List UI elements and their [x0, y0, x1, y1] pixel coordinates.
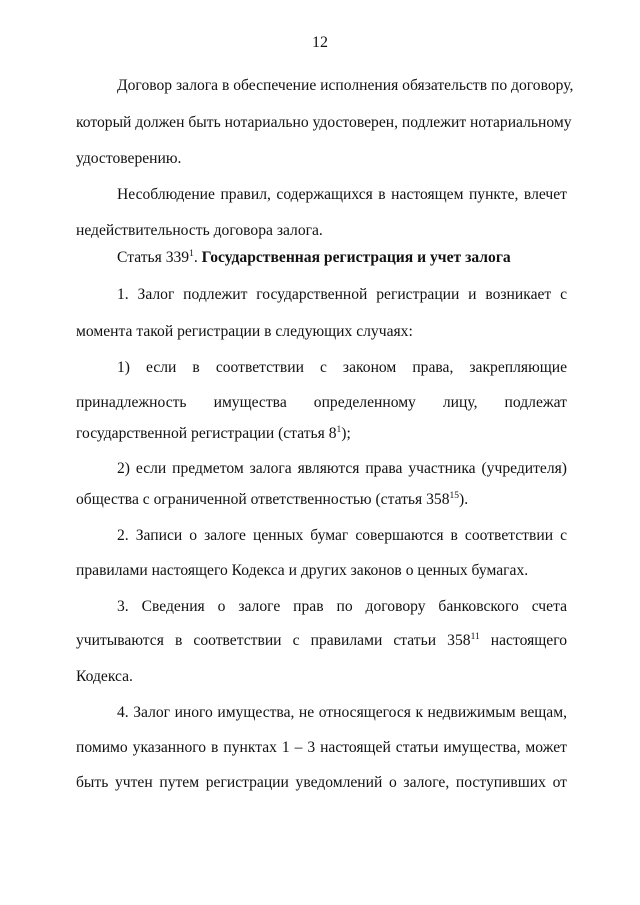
text-line: Несоблюдение правил, содержащихся в настоящем пункте, влечет: [117, 186, 567, 203]
text-line: недействительность договора залога.: [76, 222, 323, 239]
text-line: 1) если в соответствии с законом права, закрепляющие: [117, 359, 567, 376]
text-line: который должен быть нотариально удостоверен, подлежит нотариальному: [76, 114, 572, 131]
text-line: [76, 490, 567, 510]
text-line: удостоверению.: [76, 150, 182, 167]
superscript: 15: [449, 491, 460, 501]
line-text: государственной регистрации (статья 8: [76, 425, 337, 442]
text-line: [76, 631, 567, 651]
text-line: принадлежность имущества определенному лицу, подлежат: [76, 394, 567, 411]
punctuation: .: [193, 249, 202, 266]
superscript: 1: [336, 425, 342, 435]
text-line: 4. Залог иного имущества, не относящегося к недвижимым вещам,: [117, 704, 567, 721]
line-text: учитываются в соответствии с правилами статьи 358: [76, 632, 471, 649]
text-line: 2) если предметом залога являются права участника (учредителя): [117, 460, 567, 477]
superscript: 11: [470, 632, 480, 642]
article-label: Статья 339: [117, 249, 190, 266]
text-line: 2. Записи о залоге ценных бумаг совершаются в соответствии с: [117, 527, 567, 544]
text-line: 1. Залог подлежит государственной регистрации и возникает с: [117, 286, 567, 303]
text-line: правилами настоящего Кодекса и других законов о ценных бумагах.: [76, 562, 529, 579]
punctuation: ).: [459, 491, 469, 508]
text-line: момента такой регистрации в следующих случаях:: [76, 323, 413, 340]
text-line: быть учтен путем регистрации уведомлений о залоге, поступивших от: [76, 774, 567, 791]
text-line: Договор залога в обеспечение исполнения обязательств по договору,: [117, 77, 574, 94]
article-title: Государственная регистрация и учет залога: [201, 249, 511, 266]
text-line: помимо указанного в пунктах 1 – 3 настоящей статьи имущества, может: [76, 739, 567, 756]
superscript: 1: [189, 249, 194, 259]
line-text: общества с ограниченной ответственностью (статья 358: [76, 491, 450, 508]
page-number: 12: [312, 34, 328, 51]
text-line: [76, 424, 567, 444]
punctuation: );: [341, 425, 351, 442]
article-heading: [117, 248, 567, 268]
text-line: 3. Сведения о залоге прав по договору банковского счета: [117, 598, 567, 615]
text-line: Кодекса.: [76, 668, 133, 685]
line-text: настоящего: [479, 632, 567, 649]
